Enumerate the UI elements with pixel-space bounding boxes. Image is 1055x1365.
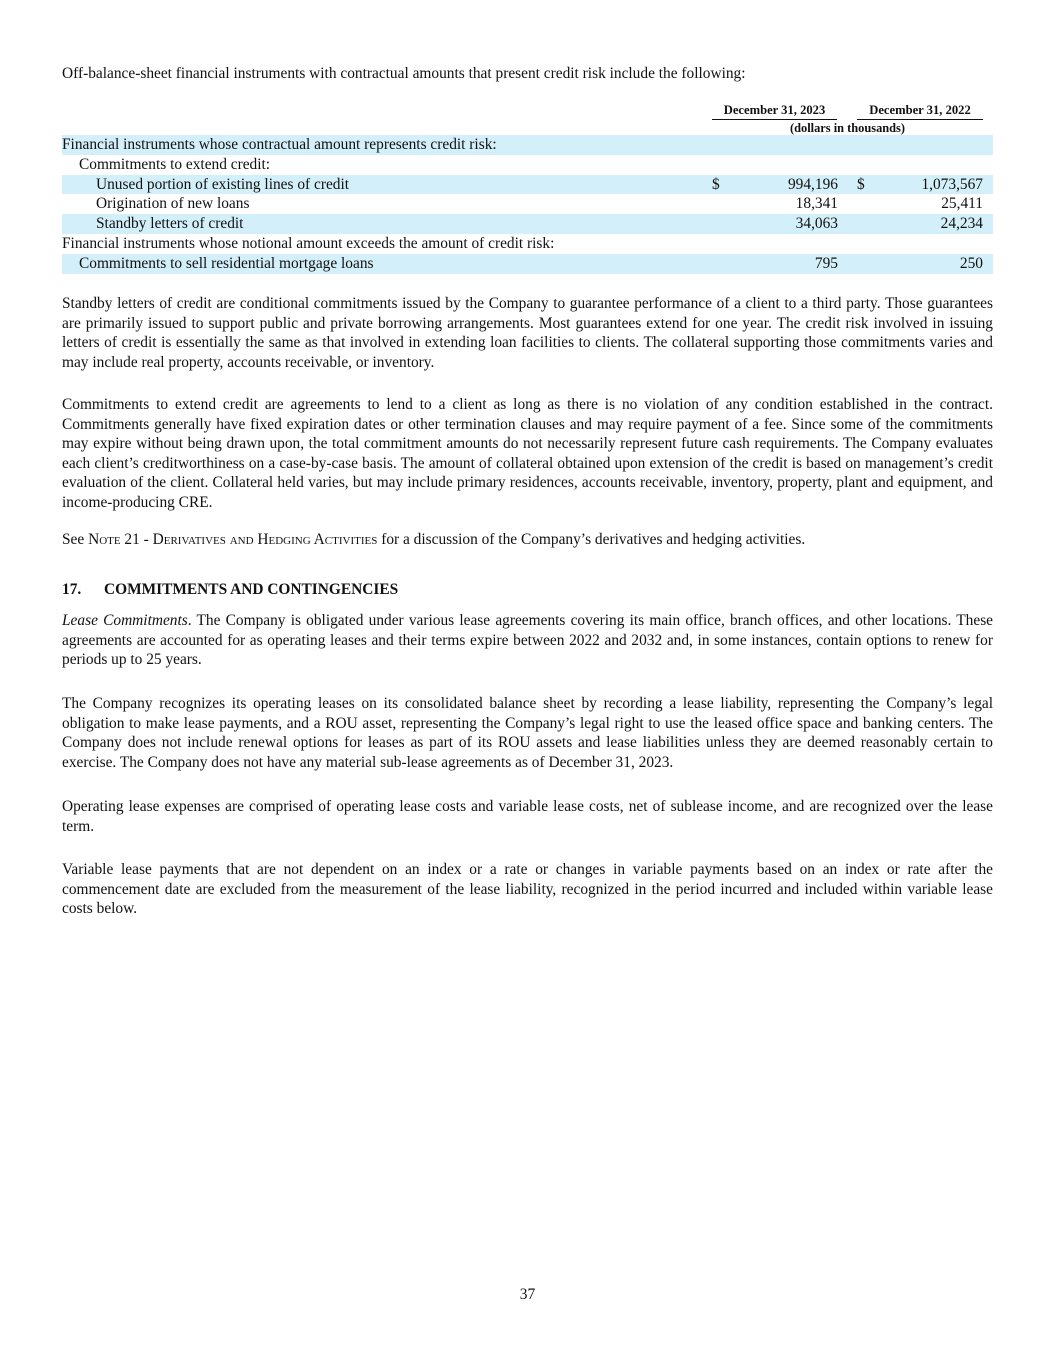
note-reference-link[interactable]: Note 21 - Derivatives and Hedging Activities (88, 531, 378, 548)
section-title: COMMITMENTS AND CONTINGENCIES (104, 581, 399, 598)
row-label: Commitments to sell residential mortgage loans (79, 254, 374, 272)
column-header-2022: December 31, 2022 (857, 103, 983, 120)
see-note-paragraph (62, 530, 993, 550)
table-row (62, 254, 993, 274)
units-label: (dollars in thousands) (790, 121, 905, 135)
standby-letters-paragraph: Standby letters of credit are conditional commitments issued by the Company to guarantee performance of a client to a third party. Those guarantees are primarily issued to support public and private borrowing arrangements. Most guarantees extend for one year. The credit risk involved in issuing letters of credit is essentially the same as that involved in extending loan facilities to clients. The collateral supporting those commitments varies and may include real property, accounts receivable, or inventory. (62, 295, 993, 371)
see-prefix: See (62, 531, 89, 548)
value-2023: 18,341 (795, 195, 838, 213)
value-2023: 34,063 (795, 215, 838, 233)
table-row (62, 175, 993, 195)
currency-symbol: $ (712, 175, 720, 193)
section-number: 17. (62, 581, 82, 598)
value-2022: 250 (959, 254, 983, 272)
lease-commitments-paragraph (62, 611, 993, 670)
credit-risk-table (62, 101, 993, 274)
lease-commitments-lead: Lease Commitments (62, 612, 188, 629)
value-2022: 25,411 (941, 195, 983, 213)
lease-commitments-text: . The Company is obligated under various lease agreements covering its main office, branch offices, and other locations. These agreements are accounted for as operating leases and their terms expire between 2022 and 2032 and, in some instances, contain options to renew for periods up to 25 years. (62, 612, 994, 668)
value-2022: 1,073,567 (921, 175, 983, 193)
table-row (62, 214, 993, 234)
row-label: Origination of new loans (96, 195, 250, 213)
intro-paragraph: Off-balance-sheet financial instruments with contractual amounts that present credit risk include the following: (62, 65, 746, 82)
see-suffix: for a discussion of the Company’s derivatives and hedging activities. (377, 531, 806, 548)
lease-recognition-paragraph: The Company recognizes its operating leases on its consolidated balance sheet by recording a lease liability, representing the Company’s legal obligation to make lease payments, and a ROU asset, representing the Company’s legal right to use the leased office space and banking centers. The Company does not include renewal options for leases as part of its ROU assets and lease liabilities unless they are deemed reasonably certain to exercise. The Company does not have any material sub-lease agreements as of December 31, 2023. (62, 695, 993, 771)
row-label: Financial instruments whose contractual amount represents credit risk: (62, 136, 497, 153)
table-row (62, 194, 993, 214)
row-label: Unused portion of existing lines of credit (96, 175, 350, 193)
row-label: Standby letters of credit (96, 215, 244, 233)
commitments-paragraph: Commitments to extend credit are agreements to lend to a client as long as there is no violation of any condition established in the contract. Commitments generally have fixed expiration dates or other termination clauses and may require payment of a fee. Since some of the commitments may expire without being drawn upon, the total commitment amounts do not necessarily represent future cash requirements. The Company evaluates each client’s creditworthiness on a case-by-case basis. The amount of collateral obtained upon extension of the credit is based on management’s credit evaluation of the client. Collateral held varies, but may include primary residences, accounts receivable, inventory, property, plant and equipment, and income-producing CRE. (62, 396, 993, 511)
value-2023: 994,196 (787, 175, 838, 193)
variable-lease-paragraph: Variable lease payments that are not dependent on an index or a rate or changes in variable payments based on an index or rate after the commencement date are excluded from the measurement of the lease liability, recognized in the period incurred and included within variable lease costs below. (62, 861, 993, 917)
table-row (62, 155, 993, 175)
value-2022: 24,234 (940, 215, 983, 233)
section-heading (62, 580, 398, 600)
table-header (62, 101, 993, 135)
row-label: Commitments to extend credit: (79, 155, 271, 173)
currency-symbol: $ (857, 175, 865, 193)
column-header-2023: December 31, 2023 (712, 103, 837, 120)
table-row (62, 234, 993, 254)
page-number: 37 (519, 1286, 536, 1303)
value-2023: 795 (814, 254, 838, 272)
operating-lease-paragraph: Operating lease expenses are comprised of operating lease costs and variable lease costs, net of sublease income, and are recognized over the lease term. (62, 798, 993, 835)
table-row (62, 135, 993, 155)
row-label: Financial instruments whose notional amount exceeds the amount of credit risk: (62, 234, 555, 252)
